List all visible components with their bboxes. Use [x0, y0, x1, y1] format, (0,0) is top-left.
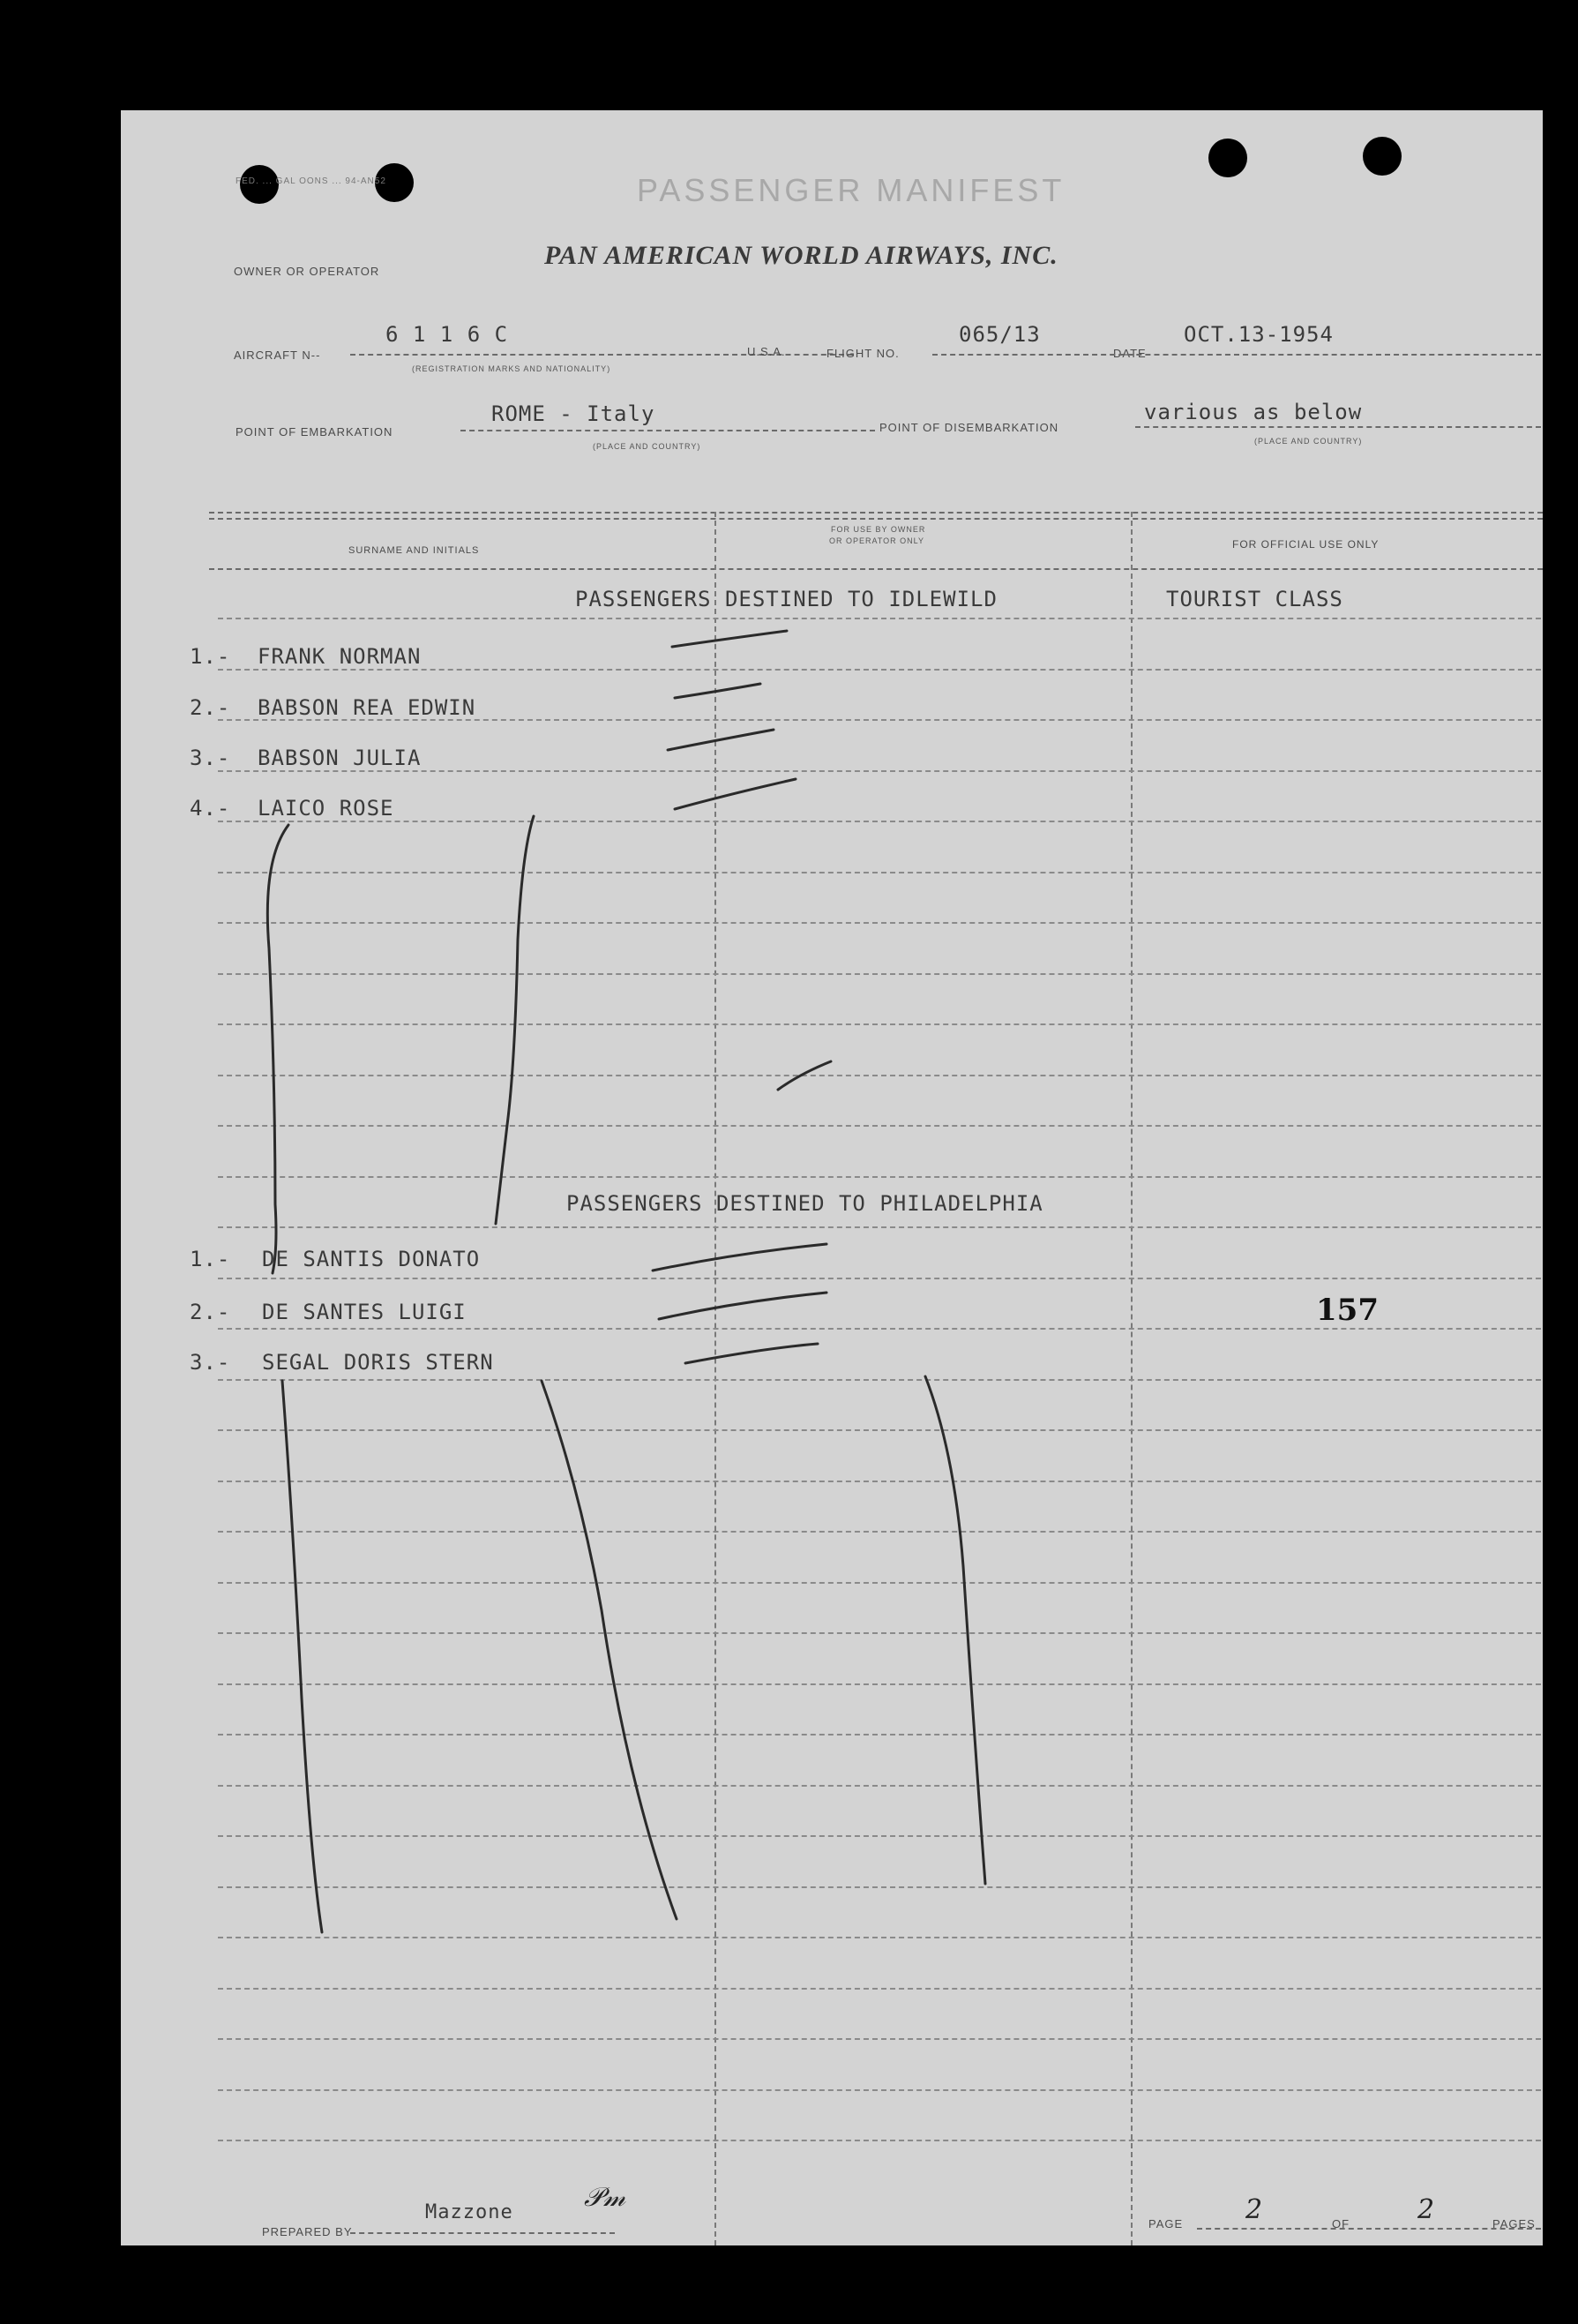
passenger-name: SEGAL DORIS STERN [262, 1350, 494, 1375]
column-owner-use-1: FOR USE BY OWNER [831, 525, 926, 534]
ditto-line [925, 1376, 985, 1884]
date-label: DATE [1113, 347, 1147, 360]
passenger-name: BABSON JULIA [258, 746, 422, 770]
flight-label: FLIGHT NO. [826, 347, 900, 360]
embarkation-label: POINT OF EMBARKATION [236, 425, 393, 439]
passenger-number: 2.- [190, 1300, 231, 1324]
group2-heading: PASSENGERS DESTINED TO PHILADELPHIA [566, 1191, 1043, 1216]
of-label: OF [1332, 2217, 1350, 2230]
handwritten-marks [121, 110, 1543, 2245]
check-mark [685, 1344, 818, 1363]
passenger-name: BABSON REA EDWIN [258, 695, 476, 720]
check-mark [778, 1061, 831, 1090]
passenger-name: DE SANTIS DONATO [262, 1247, 481, 1271]
ditto-line [496, 816, 534, 1224]
column-owner-use-2: OR OPERATOR ONLY [829, 536, 925, 545]
passenger-number: 3.- [190, 746, 231, 770]
disembarkation-label: POINT OF DISEMBARKATION [879, 421, 1059, 434]
document-title: PASSENGER MANIFEST [637, 172, 1066, 208]
total-pages: 2 [1417, 2194, 1435, 2225]
aircraft-label: AIRCRAFT N-- [234, 349, 321, 362]
check-mark [675, 684, 760, 698]
column-surname: SURNAME AND INITIALS [348, 545, 480, 556]
initials-signature: 𝒫𝓂 [584, 2182, 626, 2213]
page-number: 2 [1245, 2194, 1263, 2225]
aircraft-number: 6 1 1 6 C [385, 322, 509, 347]
class-note: TOURIST CLASS [1166, 587, 1343, 611]
ditto-line [282, 1381, 322, 1932]
embarkation-value: ROME - Italy [491, 401, 655, 426]
passenger-number: 3.- [190, 1350, 231, 1375]
check-mark [675, 779, 796, 809]
embarkation-caption: (PLACE AND COUNTRY) [593, 442, 701, 451]
disembarkation-value: various as below [1144, 400, 1363, 424]
check-mark [653, 1244, 826, 1271]
passenger-number: 4.- [190, 796, 231, 821]
airline-name: PAN AMERICAN WORLD AIRWAYS, INC. [544, 241, 1058, 270]
check-mark [668, 730, 774, 750]
passenger-number: 2.- [190, 695, 231, 720]
pages-label: PAGES [1492, 2217, 1536, 2230]
passenger-name: LAICO ROSE [258, 796, 394, 821]
flight-date: OCT.13-1954 [1184, 322, 1334, 347]
prepared-by-value: Mazzone [425, 2201, 513, 2223]
ditto-line [267, 825, 288, 1273]
page-label: PAGE [1148, 2217, 1184, 2230]
owner-label: OWNER OR OPERATOR [234, 265, 380, 278]
page-stamp-number: 157 [1316, 1293, 1379, 1328]
prepared-label: PREPARED BY [262, 2225, 353, 2238]
manifest-page [121, 110, 1543, 2245]
usa-label: U.S.A. [747, 345, 786, 358]
form-stamp-text: FED. ... GAL OONS ... 94-AN52 [236, 176, 386, 186]
passenger-name: FRANK NORMAN [258, 644, 422, 669]
flight-number: 065/13 [959, 322, 1041, 347]
check-mark [659, 1293, 826, 1319]
check-mark [672, 631, 787, 647]
passenger-name: DE SANTES LUIGI [262, 1300, 467, 1324]
aircraft-caption: (REGISTRATION MARKS AND NATIONALITY) [412, 364, 611, 373]
passenger-number: 1.- [190, 644, 231, 669]
disembarkation-caption: (PLACE AND COUNTRY) [1254, 437, 1363, 446]
passenger-number: 1.- [190, 1247, 231, 1271]
group1-heading: PASSENGERS DESTINED TO IDLEWILD [575, 587, 998, 611]
ditto-line [542, 1381, 677, 1919]
column-official: FOR OFFICIAL USE ONLY [1232, 538, 1380, 551]
